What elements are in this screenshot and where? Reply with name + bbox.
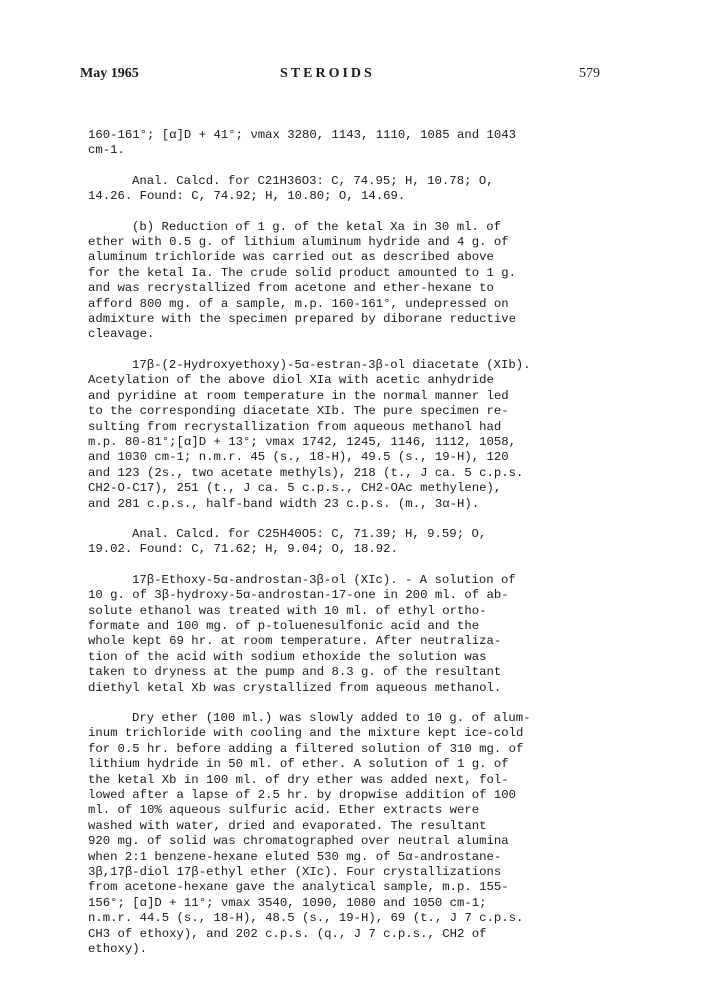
- text-line: m.p. 80-81°;[α]D + 13°; νmax 1742, 1245, 1146, 1112, 1058,: [88, 434, 517, 449]
- text-line: for 0.5 hr. before adding a filtered solution of 310 mg. of: [88, 741, 524, 756]
- text-line: diethyl ketal Xb was crystallized from aqueous methanol.: [88, 680, 502, 695]
- text-line: and 1030 cm-1; n.m.r. 45 (s., 18-H), 49.5 (s., 19-H), 120: [88, 450, 509, 465]
- text-line: admixture with the specimen prepared by diborane reductive: [88, 312, 517, 327]
- paragraph: [88, 358, 608, 512]
- text-line: lowed after a lapse of 2.5 hr. by dropwise addition of 100: [88, 788, 517, 803]
- text-line: sulting from recrystallization from aqueous methanol had: [88, 419, 502, 434]
- paragraph: [88, 128, 608, 159]
- text-line: and 281 c.p.s., half-band width 23 c.p.s. (m., 3α-H).: [88, 496, 480, 511]
- article-body: [88, 128, 608, 973]
- text-line: cleavage.: [88, 327, 155, 342]
- text-line: inum trichloride with cooling and the mixture kept ice-cold: [88, 726, 524, 741]
- journal-title: STEROIDS: [280, 66, 375, 81]
- text-line: ml. of 10% aqueous sulfuric acid. Ether extracts were: [88, 803, 480, 818]
- text-line: 19.02. Found: C, 71.62; H, 9.04; O, 18.92.: [88, 542, 398, 557]
- text-line: solute ethanol was treated with 10 ml. of ethyl ortho-: [88, 603, 487, 618]
- text-line: ether with 0.5 g. of lithium aluminum hydride and 4 g. of: [88, 235, 509, 250]
- text-line: CH3 of ethoxy), and 202 c.p.s. (q., J 7 c.p.s., CH2 of: [88, 926, 487, 941]
- text-line: 14.26. Found: C, 74.92; H, 10.80; O, 14.69.: [88, 189, 406, 204]
- text-line: ethoxy).: [88, 942, 148, 957]
- text-line: 10 g. of 3β-hydroxy-5α-androstan-17-one in 200 ml. of ab-: [88, 588, 509, 603]
- text-line: lithium hydride in 50 ml. of ether. A solution of 1 g. of: [88, 757, 509, 772]
- paragraph: [88, 220, 608, 343]
- text-line: the ketal Xb in 100 ml. of dry ether was added next, fol-: [88, 772, 509, 787]
- text-line: 160-161°; [α]D + 41°; νmax 3280, 1143, 1110, 1085 and 1043: [88, 128, 517, 142]
- paragraph: [88, 711, 608, 958]
- text-line: 920 mg. of solid was chromatographed over neutral alumina: [88, 834, 509, 849]
- text-line: Anal. Calcd. for C21H36O3: C, 74.95; H, 10.78; O,: [132, 173, 494, 188]
- text-line: 17β-Ethoxy-5α-androstan-3β-ol (XIc). - A solution of: [132, 572, 516, 587]
- text-line: tion of the acid with sodium ethoxide the solution was: [88, 649, 487, 664]
- text-line: aluminum trichloride was carried out as described above: [88, 250, 494, 265]
- paragraph: [88, 527, 608, 558]
- text-line: taken to dryness at the pump and 8.3 g. of the resultant: [88, 665, 502, 680]
- text-line: when 2:1 benzene-hexane eluted 530 mg. of 5α-androstane-: [88, 849, 502, 864]
- text-line: afford 800 mg. of a sample, m.p. 160-161°, undepressed on: [88, 296, 509, 311]
- text-line: 3β,17β-diol 17β-ethyl ether (XIc). Four crystallizations: [88, 865, 502, 880]
- paragraph: [88, 174, 608, 205]
- page-header: [80, 66, 600, 86]
- issue-date: May 1965: [80, 66, 139, 81]
- text-line: from acetone-hexane gave the analytical sample, m.p. 155-: [88, 880, 509, 895]
- text-line: to the corresponding diacetate XIb. The pure specimen re-: [88, 404, 509, 419]
- text-line: Anal. Calcd. for C25H40O5: C, 71.39; H, 9.59; O,: [132, 526, 487, 541]
- text-line: washed with water, dried and evaporated. The resultant: [88, 818, 487, 833]
- text-line: CH2-O-C17), 251 (t., J ca. 5 c.p.s., CH2-OAc methylene),: [88, 481, 502, 496]
- text-line: Dry ether (100 ml.) was slowly added to 10 g. of alum-: [132, 711, 531, 725]
- text-line: and was recrystallized from acetone and ether-hexane to: [88, 281, 494, 296]
- text-line: Acetylation of the above diol XIa with acetic anhydride: [88, 373, 494, 388]
- text-line: formate and 100 mg. of p-toluenesulfonic acid and the: [88, 618, 480, 633]
- text-line: 17β-(2-Hydroxyethoxy)-5α-estran-3β-ol diacetate (XIb).: [132, 357, 531, 372]
- text-line: 156°; [α]D + 11°; νmax 3540, 1090, 1080 and 1050 cm-1;: [88, 895, 487, 910]
- text-line: for the ketal Ia. The crude solid product amounted to 1 g.: [88, 265, 517, 280]
- paragraph: [88, 573, 608, 696]
- text-line: and pyridine at room temperature in the normal manner led: [88, 388, 509, 403]
- text-line: cm-1.: [88, 143, 125, 158]
- text-line: and 123 (2s., two acetate methyls), 218 (t., J ca. 5 c.p.s.: [88, 465, 524, 480]
- page-number: 579: [579, 66, 600, 81]
- text-line: (b) Reduction of 1 g. of the ketal Xa in 30 ml. of: [132, 219, 501, 234]
- text-line: n.m.r. 44.5 (s., 18-H), 48.5 (s., 19-H), 69 (t., J 7 c.p.s.: [88, 911, 524, 926]
- text-line: whole kept 69 hr. at room temperature. After neutraliza-: [88, 634, 502, 649]
